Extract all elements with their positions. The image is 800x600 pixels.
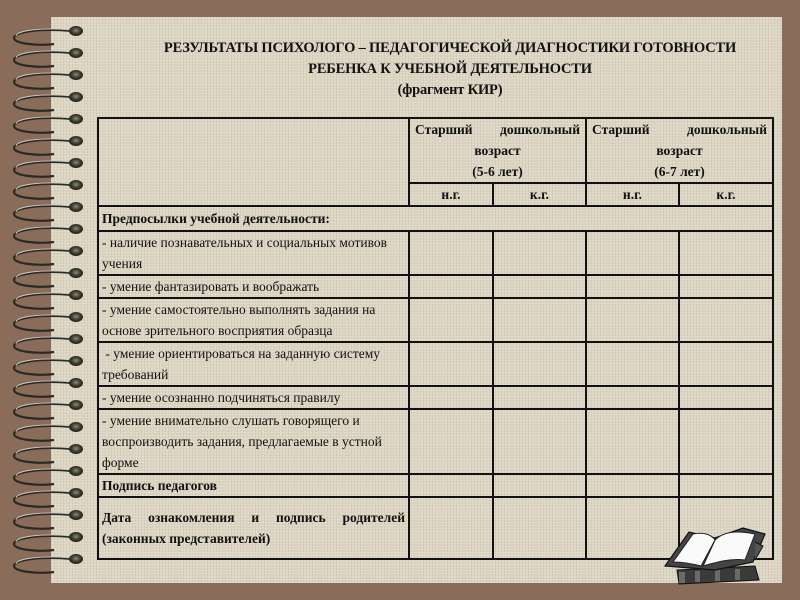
row-label: - умение осознанно подчиняться правилу [98, 386, 409, 409]
age-header-word: Старший [415, 122, 473, 137]
section-row [98, 206, 773, 231]
result-cell[interactable] [493, 409, 586, 474]
open-book-icon [655, 510, 775, 590]
row-label: - наличие познавательных и социальных мотивов учения [98, 231, 409, 275]
document-title [100, 38, 800, 101]
title-line-3: (фрагмент КИР) [397, 82, 503, 98]
subheader-start-of-year: н.г. [409, 183, 493, 206]
result-cell[interactable] [409, 231, 493, 275]
age-header-line: возраст [656, 143, 703, 158]
result-cell[interactable] [493, 275, 586, 298]
result-cell[interactable] [409, 409, 493, 474]
signature-cell[interactable] [586, 474, 679, 497]
result-cell[interactable] [493, 386, 586, 409]
age-header-range: (5-6 лет) [472, 164, 523, 179]
signature-cell[interactable] [409, 474, 493, 497]
age-header-range: (6-7 лет) [654, 164, 705, 179]
result-cell[interactable] [679, 298, 773, 342]
result-cell[interactable] [679, 342, 773, 386]
result-cell[interactable] [586, 386, 679, 409]
teacher-signature-row [98, 474, 773, 497]
age-header-word: Старший [592, 122, 650, 137]
spiral-rings-icon [0, 0, 90, 600]
result-cell[interactable] [409, 298, 493, 342]
result-cell[interactable] [679, 386, 773, 409]
result-cell[interactable] [409, 386, 493, 409]
signature-cell[interactable] [679, 474, 773, 497]
result-cell[interactable] [586, 275, 679, 298]
signature-cell[interactable] [409, 497, 493, 559]
result-cell[interactable] [493, 298, 586, 342]
table-row [98, 386, 773, 409]
row-label: - умение внимательно слушать говорящего и воспроизводить задания, предлагаемые в устной форме [98, 409, 409, 474]
result-cell[interactable] [679, 409, 773, 474]
age-group-header-6-7 [586, 118, 773, 183]
result-cell[interactable] [409, 342, 493, 386]
table-row [98, 298, 773, 342]
teacher-signature-label: Подпись педагогов [98, 474, 409, 497]
table-row [98, 342, 773, 386]
result-cell[interactable] [586, 298, 679, 342]
subheader-end-of-year: к.г. [493, 183, 586, 206]
header-row [98, 118, 773, 183]
age-header-line: возраст [474, 143, 521, 158]
signature-cell[interactable] [493, 497, 586, 559]
result-cell[interactable] [586, 409, 679, 474]
result-cell[interactable] [679, 231, 773, 275]
result-cell[interactable] [493, 231, 586, 275]
title-line-2: РЕБЕНКА К УЧЕБНОЙ ДЕЯТЕЛЬНОСТИ [308, 61, 592, 77]
row-label: - умение фантазировать и воображать [98, 275, 409, 298]
section-title: Предпосылки учебной деятельности: [98, 206, 773, 231]
header-empty-cell [98, 118, 409, 206]
table-row [98, 409, 773, 474]
title-line-1: РЕЗУЛЬТАТЫ ПСИХОЛОГО – ПЕДАГОГИЧЕСКОЙ ДИАГНОСТИКИ ГОТОВНОСТИ [163, 40, 737, 56]
age-header-word: дошкольный [687, 122, 767, 137]
subheader-start-of-year: н.г. [586, 183, 679, 206]
result-cell[interactable] [409, 275, 493, 298]
subheader-end-of-year: к.г. [679, 183, 773, 206]
parent-signature-label: Дата ознакомления и подпись родителей (законных представителей) [98, 497, 409, 559]
diagnostics-table [97, 117, 774, 560]
age-header-word: дошкольный [500, 122, 580, 137]
result-cell[interactable] [679, 275, 773, 298]
result-cell[interactable] [586, 342, 679, 386]
table-row [98, 231, 773, 275]
result-cell[interactable] [586, 231, 679, 275]
result-cell[interactable] [493, 342, 586, 386]
age-group-header-5-6 [409, 118, 586, 183]
row-label: - умение ориентироваться на заданную систему требований [98, 342, 409, 386]
table-row [98, 275, 773, 298]
row-label: - умение самостоятельно выполнять задания на основе зрительного восприятия образца [98, 298, 409, 342]
signature-cell[interactable] [493, 474, 586, 497]
